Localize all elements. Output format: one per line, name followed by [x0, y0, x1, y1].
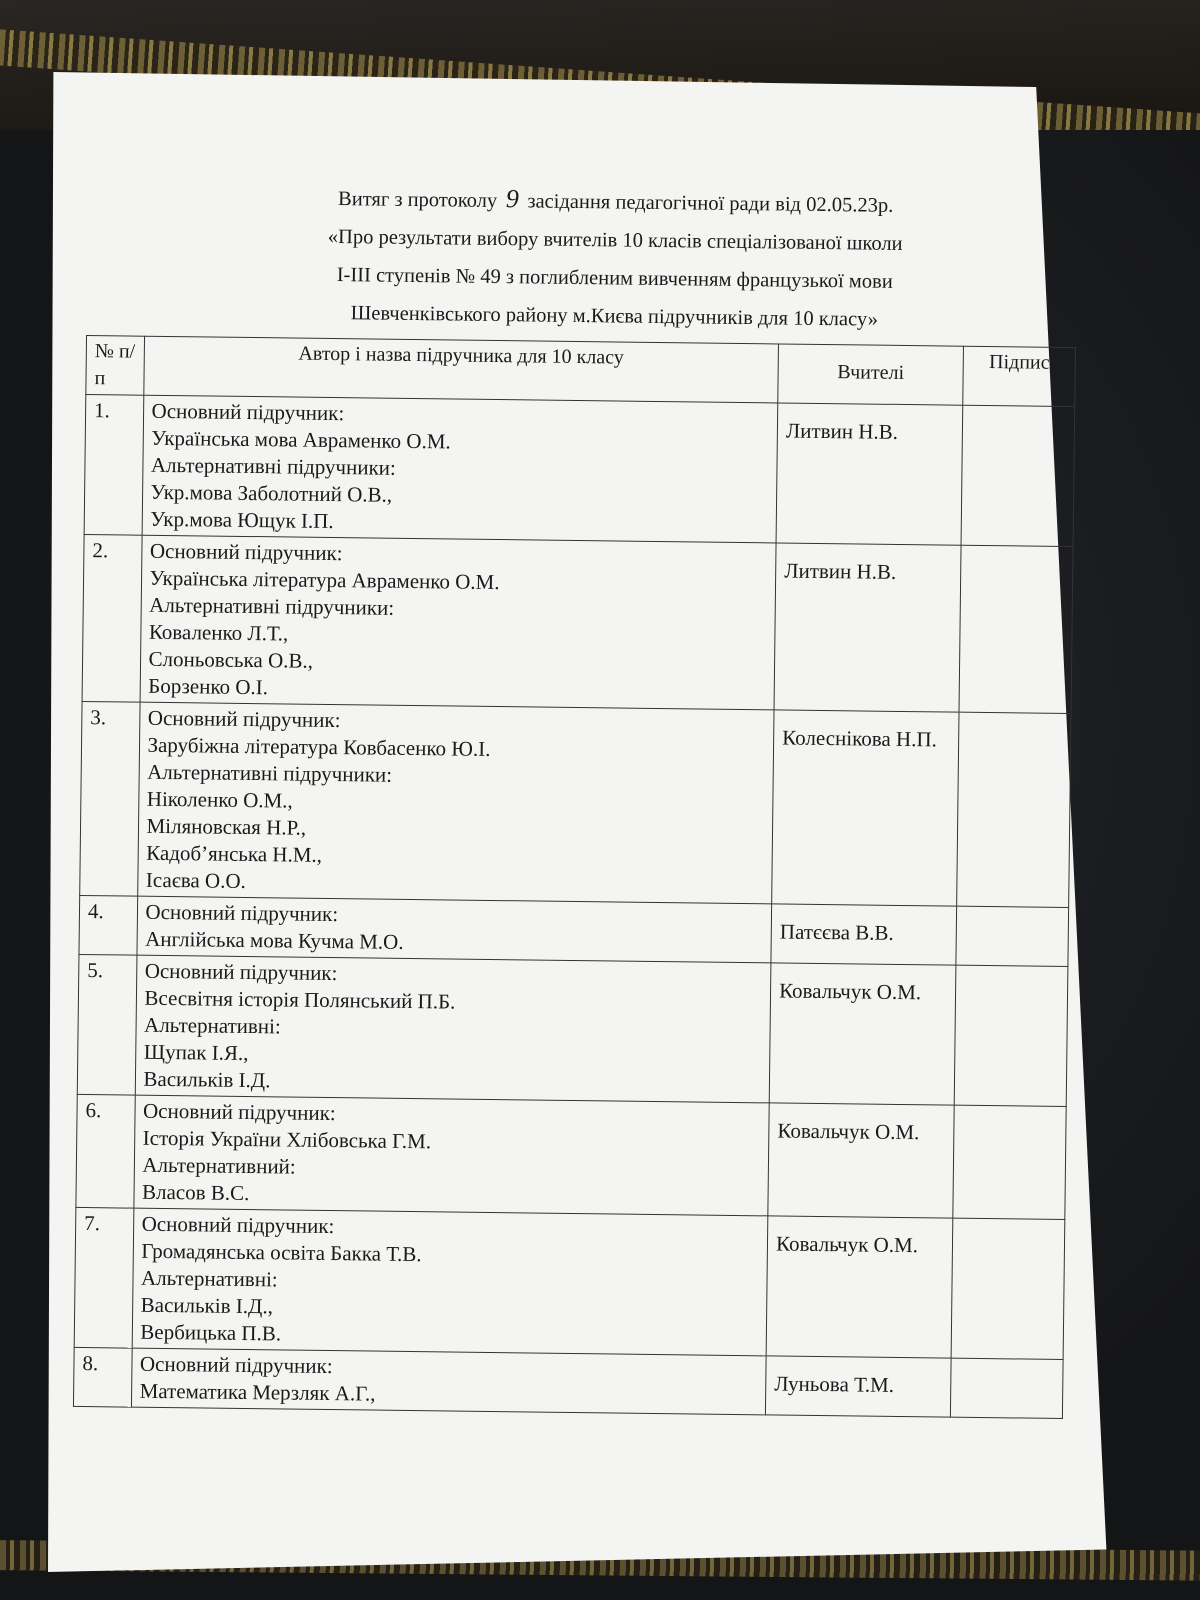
textbook-line: Українська мова Авраменко О.М. — [151, 425, 451, 454]
textbook-line: Ніколенко О.М., — [146, 786, 293, 813]
signature-cell — [957, 712, 1071, 907]
textbook-line: Українська література Авраменко О.М. — [149, 565, 500, 595]
document-content — [73, 175, 1088, 1419]
header-signature: Підпис — [963, 346, 1076, 406]
textbook-line: Альтернативні підручники: — [150, 452, 396, 480]
textbook-line: Основний підручник: — [139, 1351, 333, 1379]
teacher-cell: Колеснікова Н.П. — [772, 710, 959, 906]
signature-cell — [959, 545, 1073, 713]
textbook-line: Англійська мова Кучма М.О. — [145, 926, 404, 954]
textbook-line: Альтернативні підручники: — [147, 759, 393, 787]
textbook-line: Ісаєва О.О. — [145, 867, 246, 893]
handwritten-meeting-number: 9 — [505, 184, 519, 214]
textbook-cell — [131, 1348, 766, 1415]
document-heading — [204, 176, 1026, 340]
heading-line-2: «Про результати вибору вчителів 10 класів спеціалізованої школи — [327, 225, 903, 255]
textbook-line: Основний підручник: — [144, 958, 338, 986]
header-teachers: Вчителі — [778, 344, 964, 405]
table-row — [84, 394, 1075, 546]
textbook-line: Альтернативні: — [143, 1012, 281, 1039]
textbook-line: Історія України Хлібовська Г.М. — [142, 1125, 432, 1154]
table-row — [77, 954, 1068, 1106]
signature-cell — [950, 1358, 1063, 1418]
textbook-line: Основний підручник: — [147, 705, 341, 733]
textbook-cell — [132, 1208, 768, 1356]
textbook-line: Альтернативні: — [140, 1265, 278, 1292]
teacher-cell: Литвин Н.В. — [776, 403, 963, 545]
signature-cell — [956, 906, 1069, 966]
signature-cell — [951, 1218, 1065, 1359]
textbook-line: Коваленко Л.Т., — [148, 619, 289, 646]
heading-text-end: засідання педагогічної ради від 02.05.23р. — [527, 190, 894, 217]
textbook-line: Власов В.С. — [141, 1179, 250, 1206]
textbook-line: Громадянська освіта Бакка Т.В. — [141, 1238, 422, 1267]
textbook-line: Основний підручник: — [142, 1098, 336, 1126]
teacher-cell: Ковальчук О.М. — [768, 1103, 954, 1218]
textbook-cell — [142, 395, 778, 543]
textbook-line: Основний підручник: — [141, 1211, 335, 1239]
textbook-line: Вербицька П.В. — [140, 1319, 282, 1346]
textbook-cell — [140, 535, 777, 710]
heading-text-start: Витяг з протоколу — [337, 188, 498, 212]
textbook-cell — [135, 955, 771, 1103]
textbook-line: Щупак І.Я., — [143, 1039, 249, 1066]
row-number: 6. — [76, 1094, 135, 1208]
row-number: 1. — [84, 394, 143, 535]
textbook-line: Основний підручник: — [145, 899, 339, 927]
textbook-cell — [136, 896, 771, 963]
teacher-cell: Патєєва В.В. — [771, 904, 957, 965]
textbook-table — [73, 335, 1076, 1419]
table-row — [80, 701, 1071, 907]
textbook-line: Математика Мерзляк А.Г., — [139, 1378, 376, 1406]
table-body — [73, 394, 1074, 1418]
signature-cell — [961, 405, 1075, 546]
table-row — [82, 534, 1073, 713]
textbook-line: Васильків І.Д. — [143, 1066, 271, 1093]
textbook-line: Всесвітня історія Полянський П.Б. — [144, 985, 456, 1014]
textbook-line: Основний підручник: — [149, 538, 343, 566]
textbook-line: Альтернативний: — [142, 1152, 296, 1179]
heading-line-4: Шевченківського району м.Києва підручників для 10 класу» — [350, 302, 879, 331]
textbook-line: Міляновская Н.Р., — [146, 813, 307, 840]
textbook-line: Укр.мова Ющук І.П. — [150, 506, 334, 534]
header-book: Автор і назва підручника для 10 класу — [143, 336, 778, 403]
textbook-line: Слоньовська О.В., — [148, 646, 314, 673]
teacher-cell: Ковальчук О.М. — [769, 963, 956, 1105]
row-number: 2. — [82, 534, 142, 702]
textbook-line: Борзенко О.І. — [148, 673, 269, 700]
signature-cell — [953, 1105, 1066, 1219]
table-row — [73, 1347, 1063, 1418]
textbook-line: Альтернативні підручники: — [149, 592, 395, 620]
textbook-line: Основний підручник: — [151, 398, 345, 426]
textbook-line: Укр.мова Заболотний О.В., — [150, 479, 393, 507]
textbook-cell — [137, 702, 774, 904]
textbook-line: Васильків І.Д., — [140, 1292, 274, 1319]
signature-cell — [954, 965, 1068, 1106]
teacher-cell: Луньова Т.М. — [765, 1356, 951, 1417]
teacher-cell: Ковальчук О.М. — [766, 1216, 953, 1358]
textbook-line: Зарубіжна література Ковбасенко Ю.І. — [147, 732, 491, 761]
teacher-cell: Литвин Н.В. — [774, 543, 961, 712]
table-row — [74, 1207, 1065, 1359]
row-number: 8. — [73, 1347, 131, 1407]
row-number: 3. — [80, 701, 140, 896]
textbook-cell — [133, 1095, 769, 1216]
row-number: 5. — [77, 954, 136, 1095]
table-row — [76, 1094, 1066, 1219]
header-number: № п/п — [86, 335, 144, 395]
row-number: 4. — [79, 895, 137, 955]
heading-line-3: І-ІІІ ступенів № 49 з поглибленим вивченням французької мови — [336, 264, 893, 293]
textbook-line: Кадоб’янська Н.М., — [146, 840, 323, 867]
row-number: 7. — [74, 1207, 133, 1348]
